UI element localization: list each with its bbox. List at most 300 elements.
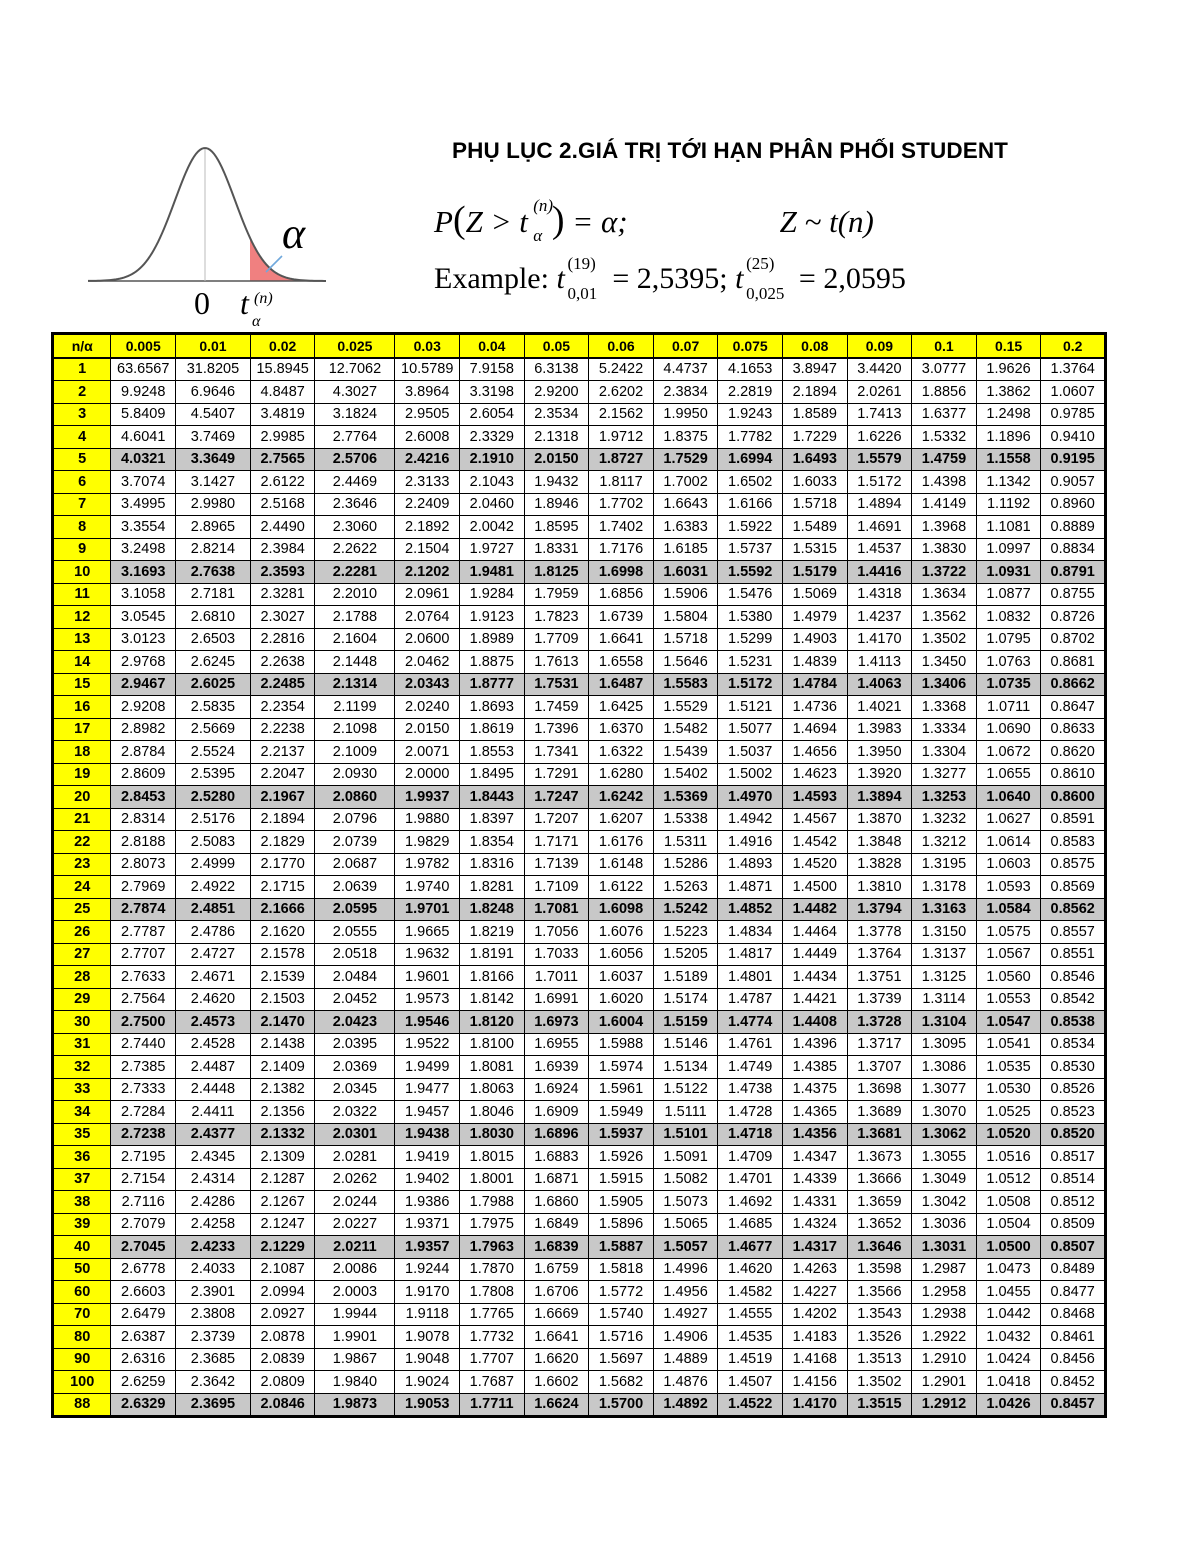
critical-value-cell: 1.8595 <box>524 516 589 539</box>
critical-value-cell: 1.5482 <box>653 718 718 741</box>
critical-value-cell: 5.2422 <box>589 358 654 381</box>
critical-value-cell: 3.4819 <box>250 403 315 426</box>
critical-value-cell: 1.3764 <box>847 943 912 966</box>
critical-value-cell: 31.8205 <box>176 358 251 381</box>
critical-value-cell: 1.0516 <box>976 1146 1041 1169</box>
critical-value-cell: 0.8569 <box>1041 876 1106 899</box>
critical-value-cell: 0.8562 <box>1041 898 1106 921</box>
table-row <box>53 628 1106 651</box>
critical-value-cell: 1.8397 <box>460 808 525 831</box>
critical-value-cell: 0.8583 <box>1041 831 1106 854</box>
critical-value-cell: 1.9499 <box>395 1056 460 1079</box>
table-row <box>53 741 1106 764</box>
critical-value-cell: 2.4233 <box>176 1236 251 1259</box>
critical-value-cell: 1.0541 <box>976 1033 1041 1056</box>
critical-value-cell: 1.3717 <box>847 1033 912 1056</box>
critical-value-cell: 2.3901 <box>176 1281 251 1304</box>
example-1-stack <box>556 254 598 303</box>
critical-value-cell: 1.8553 <box>460 741 525 764</box>
critical-value-cell: 3.8964 <box>395 381 460 404</box>
critical-value-cell: 4.5407 <box>176 403 251 426</box>
critical-value-cell: 2.9985 <box>250 426 315 449</box>
critical-value-cell: 1.8693 <box>460 696 525 719</box>
critical-value-cell: 1.9243 <box>718 403 783 426</box>
critical-value-cell: 1.3042 <box>912 1191 977 1214</box>
degrees-of-freedom-cell: 35 <box>53 1123 111 1146</box>
critical-value-cell: 1.4996 <box>653 1258 718 1281</box>
formula-t-stack <box>519 196 554 245</box>
critical-value-cell: 1.6706 <box>524 1281 589 1304</box>
critical-value-cell: 1.4817 <box>718 943 783 966</box>
critical-value-cell: 2.7385 <box>111 1056 176 1079</box>
critical-value-cell: 2.8314 <box>111 808 176 831</box>
critical-value-cell: 1.4365 <box>783 1101 848 1124</box>
critical-value-cell: 2.4345 <box>176 1146 251 1169</box>
critical-value-cell: 1.0530 <box>976 1078 1041 1101</box>
critical-value-cell: 2.6479 <box>111 1303 176 1326</box>
critical-value-cell: 2.0846 <box>250 1393 315 1417</box>
critical-value-cell: 2.8784 <box>111 741 176 764</box>
critical-value-cell: 1.9601 <box>395 966 460 989</box>
critical-value-cell: 0.8542 <box>1041 988 1106 1011</box>
critical-value-cell: 2.4487 <box>176 1056 251 1079</box>
critical-value-cell: 1.9632 <box>395 943 460 966</box>
degrees-of-freedom-cell: 10 <box>53 561 111 584</box>
critical-value-cell: 1.5579 <box>847 448 912 471</box>
critical-value-cell: 1.0424 <box>976 1348 1041 1371</box>
critical-value-cell: 1.5101 <box>653 1123 718 1146</box>
critical-value-cell: 1.6669 <box>524 1303 589 1326</box>
degrees-of-freedom-cell: 3 <box>53 403 111 426</box>
critical-value-cell: 3.0777 <box>912 358 977 381</box>
critical-value-cell: 1.6998 <box>589 561 654 584</box>
critical-value-cell: 2.7181 <box>176 583 251 606</box>
critical-value-cell: 1.4749 <box>718 1056 783 1079</box>
critical-value-cell: 1.9880 <box>395 808 460 831</box>
critical-value-cell: 1.6759 <box>524 1258 589 1281</box>
critical-value-cell: 1.6856 <box>589 583 654 606</box>
critical-value-cell: 1.5887 <box>589 1236 654 1259</box>
critical-value-cell: 0.8791 <box>1041 561 1106 584</box>
critical-value-cell: 1.3764 <box>1041 358 1106 381</box>
critical-value-cell: 1.2498 <box>976 403 1041 426</box>
page-title: PHỤ LỤC 2.GIÁ TRỊ TỚI HẠN PHÂN PHỐI STUDENT <box>452 138 1009 163</box>
critical-value-cell: 0.8755 <box>1041 583 1106 606</box>
critical-value-cell: 2.4314 <box>176 1168 251 1191</box>
degrees-of-freedom-cell: 22 <box>53 831 111 854</box>
critical-value-cell: 2.0961 <box>395 583 460 606</box>
critical-value-cell: 1.5380 <box>718 606 783 629</box>
critical-value-cell: 1.3894 <box>847 786 912 809</box>
critical-value-cell: 1.5172 <box>847 471 912 494</box>
degrees-of-freedom-cell: 12 <box>53 606 111 629</box>
critical-value-cell: 1.4398 <box>912 471 977 494</box>
alpha-header: 0.1 <box>912 334 977 358</box>
critical-value-cell: 1.5159 <box>653 1011 718 1034</box>
critical-value-cell: 1.0525 <box>976 1101 1041 1124</box>
critical-value-cell: 1.7291 <box>524 763 589 786</box>
critical-value-cell: 2.7638 <box>176 561 251 584</box>
critical-value-cell: 1.7808 <box>460 1281 525 1304</box>
degrees-of-freedom-cell: 14 <box>53 651 111 674</box>
critical-value-cell: 2.1578 <box>250 943 315 966</box>
table-row <box>53 561 1106 584</box>
critical-value-cell: 2.0150 <box>395 718 460 741</box>
critical-value-cell: 1.8281 <box>460 876 525 899</box>
critical-value-cell: 2.5524 <box>176 741 251 764</box>
critical-value-cell: 1.6641 <box>524 1326 589 1349</box>
critical-value-cell: 1.4620 <box>718 1258 783 1281</box>
critical-value-cell: 1.9438 <box>395 1123 460 1146</box>
critical-value-cell: 1.4718 <box>718 1123 783 1146</box>
critical-value-cell: 1.9950 <box>653 403 718 426</box>
critical-value-cell: 1.4876 <box>653 1371 718 1394</box>
critical-value-cell: 1.3178 <box>912 876 977 899</box>
critical-value-cell: 1.7081 <box>524 898 589 921</box>
critical-value-cell: 2.4469 <box>315 471 395 494</box>
critical-value-cell: 1.6322 <box>589 741 654 764</box>
critical-value-cell: 1.3049 <box>912 1168 977 1191</box>
table-row <box>53 808 1106 831</box>
critical-value-cell: 1.9024 <box>395 1371 460 1394</box>
critical-value-cell: 0.8960 <box>1041 493 1106 516</box>
t-alpha-n-label-t: t <box>240 285 249 321</box>
critical-value-cell: 2.5176 <box>176 808 251 831</box>
critical-value-cell: 1.5369 <box>653 786 718 809</box>
corner-header: n/α <box>53 334 111 358</box>
example-2-sub: 0,025 <box>746 284 785 303</box>
critical-value-cell: 2.4286 <box>176 1191 251 1214</box>
critical-value-cell: 1.3104 <box>912 1011 977 1034</box>
critical-value-cell: 1.9118 <box>395 1303 460 1326</box>
critical-value-cell: 1.6148 <box>589 853 654 876</box>
critical-value-cell: 1.3968 <box>912 516 977 539</box>
critical-value-cell: 1.3848 <box>847 831 912 854</box>
critical-value-cell: 1.9944 <box>315 1303 395 1326</box>
critical-value-cell: 3.0545 <box>111 606 176 629</box>
table-row <box>53 966 1106 989</box>
critical-value-cell: 1.4324 <box>783 1213 848 1236</box>
critical-value-cell: 1.4183 <box>783 1326 848 1349</box>
critical-value-cell: 0.9410 <box>1041 426 1106 449</box>
critical-value-cell: 1.6896 <box>524 1123 589 1146</box>
critical-value-cell: 0.8477 <box>1041 1281 1106 1304</box>
critical-value-cell: 1.4567 <box>783 808 848 831</box>
critical-value-cell: 1.7002 <box>653 471 718 494</box>
critical-value-cell: 1.5231 <box>718 651 783 674</box>
critical-value-cell: 1.8015 <box>460 1146 525 1169</box>
formula-lparen: ( <box>452 199 466 241</box>
critical-value-cell: 1.0593 <box>976 876 1041 899</box>
critical-value-cell: 1.4520 <box>783 853 848 876</box>
critical-value-cell: 1.7229 <box>783 426 848 449</box>
critical-value-cell: 1.8443 <box>460 786 525 809</box>
critical-value-cell: 1.6425 <box>589 696 654 719</box>
critical-value-cell: 2.2819 <box>718 381 783 404</box>
critical-value-cell: 1.0603 <box>976 853 1041 876</box>
critical-value-cell: 1.4339 <box>783 1168 848 1191</box>
critical-value-cell: 0.8610 <box>1041 763 1106 786</box>
critical-value-cell: 7.9158 <box>460 358 525 381</box>
critical-value-cell: 2.0003 <box>315 1281 395 1304</box>
degrees-of-freedom-cell: 25 <box>53 898 111 921</box>
critical-value-cell: 1.7171 <box>524 831 589 854</box>
critical-value-cell: 0.8507 <box>1041 1236 1106 1259</box>
critical-value-cell: 1.6098 <box>589 898 654 921</box>
critical-value-cell: 0.9057 <box>1041 471 1106 494</box>
critical-value-cell: 1.3062 <box>912 1123 977 1146</box>
table-row <box>53 1191 1106 1214</box>
table-row <box>53 516 1106 539</box>
critical-value-cell: 1.7109 <box>524 876 589 899</box>
critical-value-cell: 1.3739 <box>847 988 912 1011</box>
critical-value-cell: 2.4671 <box>176 966 251 989</box>
critical-value-cell: 2.2238 <box>250 718 315 741</box>
critical-value-cell: 2.7969 <box>111 876 176 899</box>
critical-value-cell: 1.4916 <box>718 831 783 854</box>
critical-value-cell: 1.9371 <box>395 1213 460 1236</box>
critical-value-cell: 1.4113 <box>847 651 912 674</box>
critical-value-cell: 1.8495 <box>460 763 525 786</box>
critical-value-cell: 1.9937 <box>395 786 460 809</box>
critical-value-cell: 1.8125 <box>524 561 589 584</box>
critical-value-cell: 1.3707 <box>847 1056 912 1079</box>
critical-value-cell: 1.4263 <box>783 1258 848 1281</box>
critical-value-cell: 63.6567 <box>111 358 176 381</box>
degrees-of-freedom-cell: 17 <box>53 718 111 741</box>
critical-value-cell: 1.6020 <box>589 988 654 1011</box>
critical-value-cell: 1.6493 <box>783 448 848 471</box>
critical-value-cell: 1.1558 <box>976 448 1041 471</box>
degrees-of-freedom-cell: 70 <box>53 1303 111 1326</box>
critical-value-cell: 2.7500 <box>111 1011 176 1034</box>
critical-value-cell: 3.3554 <box>111 516 176 539</box>
critical-value-cell: 1.3195 <box>912 853 977 876</box>
probability-formula <box>434 196 874 245</box>
degrees-of-freedom-cell: 27 <box>53 943 111 966</box>
critical-value-cell: 2.0484 <box>315 966 395 989</box>
critical-value-cell: 3.8947 <box>783 358 848 381</box>
critical-value-cell: 1.3634 <box>912 583 977 606</box>
critical-value-cell: 1.9626 <box>976 358 1041 381</box>
critical-value-cell: 2.2622 <box>315 538 395 561</box>
critical-value-cell: 1.8777 <box>460 673 525 696</box>
critical-value-cell: 1.6739 <box>589 606 654 629</box>
critical-value-cell: 0.8514 <box>1041 1168 1106 1191</box>
critical-value-cell: 1.6242 <box>589 786 654 809</box>
critical-value-cell: 1.5718 <box>653 628 718 651</box>
critical-value-cell: 1.4893 <box>718 853 783 876</box>
critical-value-cell: 1.9481 <box>460 561 525 584</box>
critical-value-cell: 1.3212 <box>912 831 977 854</box>
critical-value-cell: 1.9244 <box>395 1258 460 1281</box>
example-formula <box>434 254 906 303</box>
critical-value-cell: 1.6871 <box>524 1168 589 1191</box>
critical-value-cell: 1.5057 <box>653 1236 718 1259</box>
critical-value-cell: 1.4434 <box>783 966 848 989</box>
critical-value-cell: 1.4834 <box>718 921 783 944</box>
critical-value-cell: 3.7469 <box>176 426 251 449</box>
critical-value-cell: 2.8453 <box>111 786 176 809</box>
critical-value-cell: 1.8331 <box>524 538 589 561</box>
table-row <box>53 1123 1106 1146</box>
critical-value-cell: 1.4906 <box>653 1326 718 1349</box>
critical-value-cell: 2.7045 <box>111 1236 176 1259</box>
table-row <box>53 1281 1106 1304</box>
critical-value-cell: 2.7440 <box>111 1033 176 1056</box>
critical-value-cell: 1.8727 <box>589 448 654 471</box>
critical-value-cell: 1.7613 <box>524 651 589 674</box>
student-t-critical-values-table <box>51 332 1107 1418</box>
critical-value-cell: 0.8526 <box>1041 1078 1106 1101</box>
critical-value-cell: 1.9357 <box>395 1236 460 1259</box>
critical-value-cell: 2.9505 <box>395 403 460 426</box>
critical-value-cell: 2.2137 <box>250 741 315 764</box>
degrees-of-freedom-cell: 11 <box>53 583 111 606</box>
critical-value-cell: 2.1967 <box>250 786 315 809</box>
critical-value-cell: 1.0560 <box>976 966 1041 989</box>
critical-value-cell: 1.5332 <box>912 426 977 449</box>
critical-value-cell: 1.5134 <box>653 1056 718 1079</box>
critical-value-cell: 1.8619 <box>460 718 525 741</box>
formula-t-sup: (n) <box>533 196 554 215</box>
table-row <box>53 1236 1106 1259</box>
critical-value-cell: 1.5489 <box>783 516 848 539</box>
critical-value-cell: 2.3808 <box>176 1303 251 1326</box>
critical-value-cell: 2.6810 <box>176 606 251 629</box>
critical-value-cell: 1.5242 <box>653 898 718 921</box>
critical-value-cell: 1.7711 <box>460 1393 525 1417</box>
critical-value-cell: 6.9646 <box>176 381 251 404</box>
critical-value-cell: 2.8188 <box>111 831 176 854</box>
critical-value-cell: 1.7732 <box>460 1326 525 1349</box>
critical-value-cell: 2.0930 <box>315 763 395 786</box>
critical-value-cell: 2.1503 <box>250 988 315 1011</box>
critical-value-cell: 1.4500 <box>783 876 848 899</box>
critical-value-cell: 15.8945 <box>250 358 315 381</box>
critical-value-cell: 12.7062 <box>315 358 395 381</box>
critical-value-cell: 1.5172 <box>718 673 783 696</box>
critical-value-cell: 2.1314 <box>315 673 395 696</box>
critical-value-cell: 1.5338 <box>653 808 718 831</box>
critical-value-cell: 1.5091 <box>653 1146 718 1169</box>
critical-value-cell: 1.4408 <box>783 1011 848 1034</box>
critical-value-cell: 1.0997 <box>976 538 1041 561</box>
critical-value-cell: 1.6280 <box>589 763 654 786</box>
critical-value-cell: 2.1604 <box>315 628 395 651</box>
critical-value-cell: 2.7333 <box>111 1078 176 1101</box>
critical-value-cell: 1.3114 <box>912 988 977 1011</box>
critical-value-cell: 2.7565 <box>250 448 315 471</box>
critical-value-cell: 1.4852 <box>718 898 783 921</box>
critical-value-cell: 2.0878 <box>250 1326 315 1349</box>
critical-value-cell: 1.9170 <box>395 1281 460 1304</box>
critical-value-cell: 1.4227 <box>783 1281 848 1304</box>
critical-value-cell: 1.6502 <box>718 471 783 494</box>
degrees-of-freedom-cell: 15 <box>53 673 111 696</box>
critical-value-cell: 4.6041 <box>111 426 176 449</box>
critical-value-cell: 0.8546 <box>1041 966 1106 989</box>
critical-value-cell: 1.7413 <box>847 403 912 426</box>
critical-value-cell: 1.1192 <box>976 493 1041 516</box>
critical-value-cell: 2.3695 <box>176 1393 251 1417</box>
critical-value-cell: 2.1438 <box>250 1033 315 1056</box>
critical-value-cell: 2.4528 <box>176 1033 251 1056</box>
critical-value-cell: 1.7402 <box>589 516 654 539</box>
critical-value-cell: 1.9712 <box>589 426 654 449</box>
critical-value-cell: 2.1715 <box>250 876 315 899</box>
critical-value-cell: 1.4507 <box>718 1371 783 1394</box>
critical-value-cell: 1.4170 <box>847 628 912 651</box>
critical-value-cell: 1.3526 <box>847 1326 912 1349</box>
critical-value-cell: 2.0262 <box>315 1168 395 1191</box>
formula-distribution: Z ~ t(n) <box>779 204 874 239</box>
critical-value-cell: 1.6383 <box>653 516 718 539</box>
critical-value-cell: 1.5121 <box>718 696 783 719</box>
critical-value-cell: 0.8620 <box>1041 741 1106 764</box>
critical-value-cell: 2.0345 <box>315 1078 395 1101</box>
critical-value-cell: 1.4170 <box>783 1393 848 1417</box>
critical-value-cell: 1.8120 <box>460 1011 525 1034</box>
critical-value-cell: 2.2638 <box>250 651 315 674</box>
critical-value-cell: 1.4903 <box>783 628 848 651</box>
critical-value-cell: 1.0508 <box>976 1191 1041 1214</box>
critical-value-cell: 2.1309 <box>250 1146 315 1169</box>
critical-value-cell: 1.0520 <box>976 1123 1041 1146</box>
critical-value-cell: 1.9402 <box>395 1168 460 1191</box>
critical-value-cell: 1.4522 <box>718 1393 783 1417</box>
critical-value-cell: 2.0460 <box>460 493 525 516</box>
critical-value-cell: 1.4774 <box>718 1011 783 1034</box>
critical-value-cell: 1.5961 <box>589 1078 654 1101</box>
critical-value-cell: 2.6329 <box>111 1393 176 1417</box>
critical-value-cell: 2.6316 <box>111 1348 176 1371</box>
critical-value-cell: 2.0150 <box>524 448 589 471</box>
critical-value-cell: 1.5700 <box>589 1393 654 1417</box>
critical-value-cell: 1.3870 <box>847 808 912 831</box>
critical-value-cell: 2.0301 <box>315 1123 395 1146</box>
critical-value-cell: 1.0584 <box>976 898 1041 921</box>
critical-value-cell: 1.5716 <box>589 1326 654 1349</box>
critical-value-cell: 2.1098 <box>315 718 395 741</box>
critical-value-cell: 1.0432 <box>976 1326 1041 1349</box>
zero-label: 0 <box>194 285 210 321</box>
critical-value-cell: 1.5804 <box>653 606 718 629</box>
critical-value-cell: 2.0555 <box>315 921 395 944</box>
critical-value-cell: 1.4979 <box>783 606 848 629</box>
critical-value-cell: 2.2816 <box>250 628 315 651</box>
table-header-row <box>53 334 1106 358</box>
critical-value-cell: 1.6620 <box>524 1348 589 1371</box>
critical-value-cell: 1.8589 <box>783 403 848 426</box>
critical-value-cell: 1.5263 <box>653 876 718 899</box>
critical-value-cell: 1.0627 <box>976 808 1041 831</box>
critical-value-cell: 2.3984 <box>250 538 315 561</box>
degrees-of-freedom-cell: 39 <box>53 1213 111 1236</box>
critical-value-cell: 1.7782 <box>718 426 783 449</box>
critical-value-cell: 1.7707 <box>460 1348 525 1371</box>
critical-value-cell: 0.8834 <box>1041 538 1106 561</box>
critical-value-cell: 1.3828 <box>847 853 912 876</box>
critical-value-cell: 1.3095 <box>912 1033 977 1056</box>
critical-value-cell: 2.0086 <box>315 1258 395 1281</box>
critical-value-cell: 2.4033 <box>176 1258 251 1281</box>
critical-value-cell: 2.1009 <box>315 741 395 764</box>
example-2-t: t <box>735 262 744 295</box>
critical-value-cell: 2.2047 <box>250 763 315 786</box>
critical-value-cell: 1.7687 <box>460 1371 525 1394</box>
critical-value-cell: 1.4375 <box>783 1078 848 1101</box>
